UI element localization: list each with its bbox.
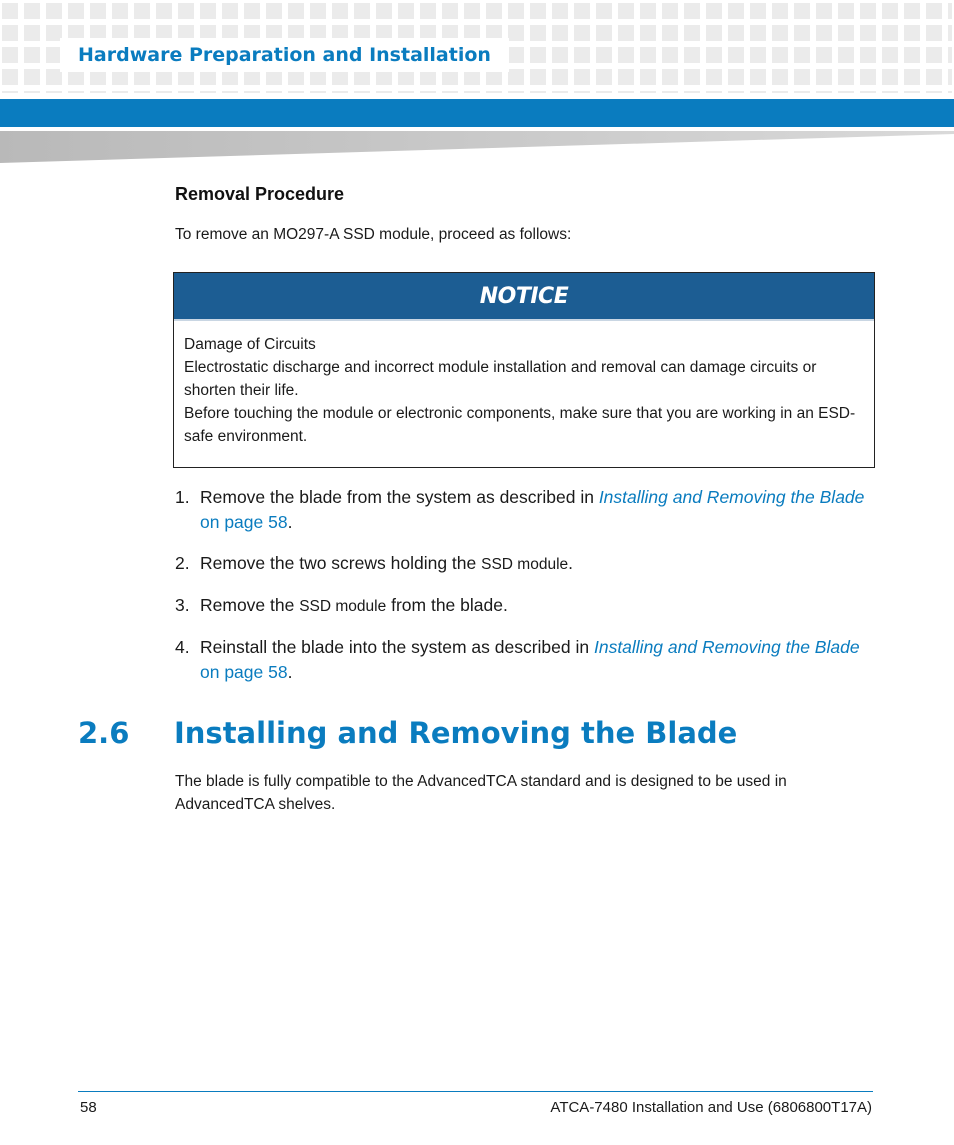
- step-text: Remove the: [200, 595, 300, 615]
- notice-body: [174, 321, 874, 448]
- step-item: [175, 485, 875, 535]
- step-number: 4.: [175, 637, 190, 657]
- running-header-title: Hardware Preparation and Installation: [60, 38, 509, 72]
- footer-divider: [78, 1091, 873, 1092]
- section-body-text: The blade is fully compatible to the AdvancedTCA standard and is designed to be used in AdvancedTCA shelves.: [175, 773, 787, 813]
- notice-text-2: Before touching the module or electronic components, make sure that you are working in an ESD-safe environment.: [184, 405, 856, 445]
- step-item: [175, 635, 875, 685]
- step-text: Remove the two screws holding the: [200, 553, 482, 573]
- notice-title: Damage of Circuits: [184, 336, 316, 353]
- page-reference-link[interactable]: on page 58: [200, 662, 288, 682]
- cross-reference-link[interactable]: Installing and Removing the Blade: [593, 637, 860, 657]
- footer-page-number: 58: [80, 1099, 97, 1116]
- notice-text-1: Electrostatic discharge and incorrect module installation and removal can damage circuits or shorten their life.: [184, 359, 817, 399]
- step-term: SSD module: [481, 556, 569, 573]
- page-reference-link[interactable]: on page 58: [200, 512, 288, 532]
- step-term: SSD module: [299, 598, 387, 615]
- step-punctuation: .: [568, 553, 574, 573]
- step-number: 2.: [175, 553, 190, 573]
- step-number: 1.: [175, 487, 190, 507]
- header-gray-wedge: [0, 131, 954, 163]
- step-text: Reinstall the blade into the system as described in: [200, 637, 594, 657]
- notice-label: NOTICE: [479, 283, 569, 309]
- section-number: 2.6: [78, 716, 130, 750]
- step-number: 3.: [175, 595, 190, 615]
- removal-intro-text: To remove an MO297-A SSD module, proceed as follows:: [175, 226, 572, 243]
- step-item: [175, 593, 875, 619]
- removal-steps-list: [175, 485, 875, 701]
- cross-reference-link[interactable]: Installing and Removing the Blade: [598, 487, 865, 507]
- removal-procedure-heading: Removal Procedure: [175, 184, 345, 204]
- header-blue-bar: [0, 99, 954, 127]
- footer-document-title: ATCA-7480 Installation and Use (6806800T17A): [550, 1099, 872, 1116]
- step-text-end: from the blade.: [386, 595, 508, 615]
- section-title: Installing and Removing the Blade: [174, 716, 738, 750]
- notice-header: [174, 273, 874, 321]
- step-punctuation: .: [287, 512, 293, 532]
- step-item: [175, 551, 875, 577]
- step-punctuation: .: [287, 662, 293, 682]
- notice-box: [173, 272, 875, 468]
- step-text: Remove the blade from the system as described in: [200, 487, 599, 507]
